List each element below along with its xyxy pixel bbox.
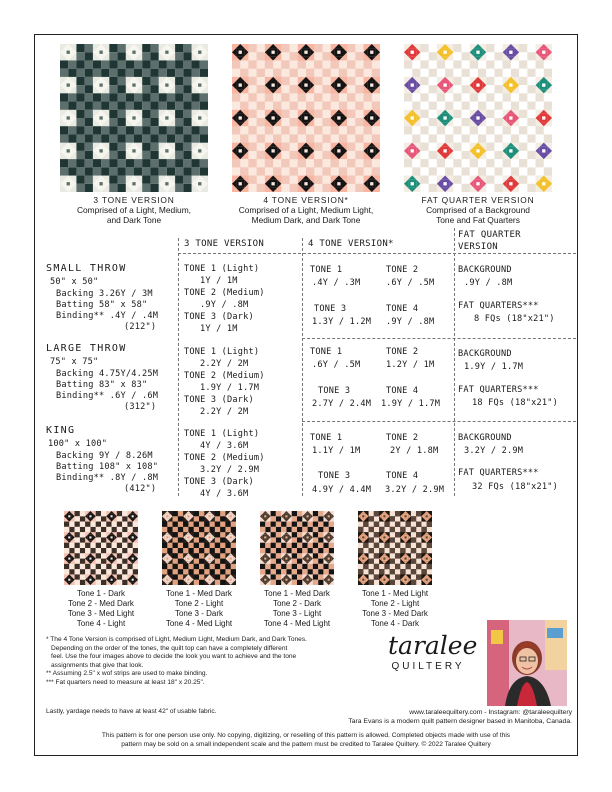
spec-binding: Binding** .8Y / .8M <box>56 473 159 483</box>
fat-quarter-quilt-image <box>404 44 552 192</box>
variation-line: Tone 1 - Med Dark <box>264 589 330 598</box>
three-tone-caption <box>48 195 220 225</box>
three-tone-line: TONE 1 (Light) <box>184 264 260 274</box>
fq-value: 3.2Y / 2.9M <box>464 446 524 456</box>
four-tone-value: .6Y / .5M <box>386 278 435 288</box>
footer-line: This pattern is for one person use only. No copying, digitizing, or reselling of this pattern is allowed. Completed objects made with use of this <box>101 732 511 739</box>
four-tone-value: 1.9Y / 1.7M <box>381 399 441 409</box>
divider-horizontal <box>178 253 576 254</box>
divider-vertical <box>454 228 455 496</box>
size-dims: 75" x 75" <box>50 357 99 367</box>
footnote-line: *** Fat quarters need to measure at least 18" x 20.25". <box>46 678 205 686</box>
four-tone-value: 3.2Y / 2.9M <box>385 485 445 495</box>
divider-horizontal <box>302 338 576 339</box>
variation-line: Tone 2 - Med Dark <box>68 599 134 608</box>
three-tone-line: 2.2Y / 2M <box>200 359 249 369</box>
three-tone-line: TONE 3 (Dark) <box>184 312 254 322</box>
website-instagram: www.taraleequiltery.com - Instagram: @taraleequiltery <box>409 709 572 716</box>
fq-value: 1.9Y / 1.7M <box>464 362 524 372</box>
four-tone-value: 2.7Y / 2.4M <box>312 399 372 409</box>
variation-quilt-image-2 <box>162 511 236 585</box>
variation-caption-4 <box>340 589 450 629</box>
spec-batting: Batting 83" x 83" <box>56 380 148 390</box>
divider-horizontal <box>302 421 576 422</box>
footnotes <box>46 636 386 688</box>
spec-backing: Backing 4.75Y/4.25M <box>56 369 159 379</box>
spec-binding-length: (412") <box>124 484 157 494</box>
four-tone-label: TONE 1 <box>310 265 343 275</box>
variation-line: Tone 2 - Light <box>370 599 420 608</box>
spec-binding-length: (212") <box>124 322 157 332</box>
spec-binding-length: (312") <box>124 402 157 412</box>
footer-line: pattern may be sold on a small independent scale and the pattern must be credited to Taralee Quiltery. © 2022 Taralee Quiltery <box>121 741 491 748</box>
variation-line: Tone 2 - Dark <box>272 599 322 608</box>
four-tone-label: TONE 4 <box>386 471 419 481</box>
three-tone-line: TONE 1 (Light) <box>184 347 260 357</box>
four-tone-label: TONE 3 <box>318 386 351 396</box>
fq-value: 8 FQs (18"x21") <box>474 314 555 324</box>
spec-batting: Batting 108" x 108" <box>56 462 159 472</box>
caption-desc: Comprised of a Light, Medium, and Dark Tone <box>76 205 192 225</box>
variation-caption-1 <box>46 589 156 629</box>
four-tone-value: 1.3Y / 1.2M <box>312 317 372 327</box>
three-tone-line: TONE 2 (Medium) <box>184 453 265 463</box>
four-tone-value: 2Y / 1.8M <box>390 446 439 456</box>
three-tone-line: 2.2Y / 2M <box>200 407 249 417</box>
three-tone-line: 1.9Y / 1.7M <box>200 383 260 393</box>
four-tone-label: TONE 3 <box>314 304 347 314</box>
divider-vertical <box>302 238 303 496</box>
header-four-tone: 4 TONE VERSION* <box>308 239 394 249</box>
three-tone-line: 4Y / 3.6M <box>200 489 249 499</box>
three-tone-line: TONE 2 (Medium) <box>184 288 265 298</box>
three-tone-line: 3.2Y / 2.9M <box>200 465 260 475</box>
caption-desc: Comprised of a Background Tone and Fat Quarters <box>426 205 530 225</box>
logo-script: taralee <box>388 631 478 660</box>
footnote-line: assignments that give that look. <box>51 661 144 669</box>
variation-quilt-image-4 <box>358 511 432 585</box>
four-tone-value: 1.2Y / 1M <box>386 360 435 370</box>
variation-line: Tone 4 - Med Light <box>263 619 331 628</box>
fq-label: BACKGROUND <box>458 265 512 275</box>
four-tone-value: 1.1Y / 1M <box>312 446 361 456</box>
four-tone-label: TONE 4 <box>386 304 419 314</box>
caption-desc: Comprised of a Light, Medium Light, Medium Dark, and Dark Tone <box>238 205 374 225</box>
spec-binding: Binding** .6Y / .6M <box>56 391 159 401</box>
four-tone-caption <box>220 195 392 225</box>
caption-title: FAT QUARTER VERSION <box>421 195 535 205</box>
divider-vertical <box>178 238 179 496</box>
logo-subtitle: QUILTERY <box>391 661 465 672</box>
variation-line: Tone 3 - Med Dark <box>362 609 428 618</box>
contact-info <box>324 708 572 726</box>
variation-line: Tone 1 - Dark <box>76 589 126 598</box>
variation-line: Tone 3 - Med Light <box>67 609 135 618</box>
footnote-line: Depending on the order of the tones, the quilt top can have a completely different <box>51 644 288 652</box>
four-tone-value: .9Y / .8M <box>386 317 435 327</box>
four-tone-quilt-image <box>232 44 380 192</box>
variation-caption-3 <box>242 589 352 629</box>
size-name-large-throw: LARGE THROW <box>46 343 127 354</box>
spec-binding: Binding** .4Y / .4M <box>56 311 159 321</box>
taralee-quiltery-logo <box>388 631 478 692</box>
variation-line: Tone 3 - Dark <box>174 609 224 618</box>
three-tone-line: TONE 2 (Medium) <box>184 371 265 381</box>
variation-line: Tone 4 - Light <box>76 619 126 628</box>
fq-label: FAT QUARTERS*** <box>458 468 539 478</box>
footnote-line: * The 4 Tone Version is comprised of Light, Medium Light, Medium Dark, and Dark Tones. <box>46 636 307 643</box>
caption-title: 4 TONE VERSION* <box>263 195 349 205</box>
three-tone-line: .9Y / .8M <box>200 300 249 310</box>
header-three-tone: 3 TONE VERSION <box>184 239 265 249</box>
four-tone-label: TONE 4 <box>386 386 419 396</box>
fq-value: .9Y / .8M <box>464 278 513 288</box>
four-tone-label: TONE 3 <box>318 471 351 481</box>
footnote-line: feel. Use the four images above to decide the look you want to achieve and the tone <box>51 653 297 661</box>
three-tone-line: TONE 1 (Light) <box>184 429 260 439</box>
copyright-footer <box>46 731 566 749</box>
fat-quarter-caption <box>392 195 564 225</box>
fq-label: FAT QUARTERS*** <box>458 385 539 395</box>
fq-label: BACKGROUND <box>458 349 512 359</box>
variation-line: Tone 1 - Med Dark <box>166 589 232 598</box>
fq-value: 18 FQs (18"x21") <box>472 398 558 408</box>
header-fat-quarter-2: VERSION <box>458 242 499 252</box>
size-name-small-throw: SMALL THROW <box>46 263 127 274</box>
variation-quilt-image-3 <box>260 511 334 585</box>
designer-bio: Tara Evans is a modern quilt pattern designer based in Manitoba, Canada. <box>348 718 572 725</box>
four-tone-value: .4Y / .3M <box>312 278 361 288</box>
fq-label: FAT QUARTERS*** <box>458 301 539 311</box>
three-tone-quilt-image <box>60 44 208 192</box>
size-name-king: KING <box>46 425 76 436</box>
spec-batting: Batting 58" x 58" <box>56 300 148 310</box>
four-tone-label: TONE 2 <box>386 347 419 357</box>
variation-line: Tone 4 - Med Light <box>165 619 233 628</box>
four-tone-label: TONE 1 <box>310 433 343 443</box>
three-tone-line: 1Y / 1M <box>200 324 238 334</box>
footnote-line: ** Assuming 2.5" x wof strips are used to make binding. <box>46 670 208 678</box>
four-tone-value: 4.9Y / 4.4M <box>312 485 372 495</box>
variation-line: Tone 1 - Med Light <box>361 589 429 598</box>
spec-backing: Backing 3.26Y / 3M <box>56 289 153 299</box>
designer-photo <box>487 620 567 706</box>
variation-line: Tone 4 - Dark <box>370 619 420 628</box>
fq-value: 32 FQs (18"x21") <box>472 482 558 492</box>
size-dims: 50" x 50" <box>50 277 99 287</box>
spec-backing: Backing 9Y / 8.26M <box>56 451 153 461</box>
variation-line: Tone 2 - Light <box>174 599 224 608</box>
fq-label: BACKGROUND <box>458 433 512 443</box>
variation-line: Tone 3 - Light <box>272 609 322 618</box>
variation-quilt-image-1 <box>64 511 138 585</box>
variation-caption-2 <box>144 589 254 629</box>
three-tone-line: TONE 3 (Dark) <box>184 395 254 405</box>
usable-fabric-note: Lastly, yardage needs to have at least 42" of usable fabric. <box>46 708 217 715</box>
four-tone-label: TONE 2 <box>386 433 419 443</box>
three-tone-line: TONE 3 (Dark) <box>184 477 254 487</box>
size-dims: 100" x 100" <box>48 439 108 449</box>
caption-title: 3 TONE VERSION <box>93 195 175 205</box>
three-tone-line: 1Y / 1M <box>200 276 238 286</box>
three-tone-line: 4Y / 3.6M <box>200 441 249 451</box>
four-tone-label: TONE 1 <box>310 347 343 357</box>
four-tone-value: .6Y / .5M <box>312 360 361 370</box>
header-fat-quarter-1: FAT QUARTER <box>458 230 521 240</box>
four-tone-label: TONE 2 <box>386 265 419 275</box>
